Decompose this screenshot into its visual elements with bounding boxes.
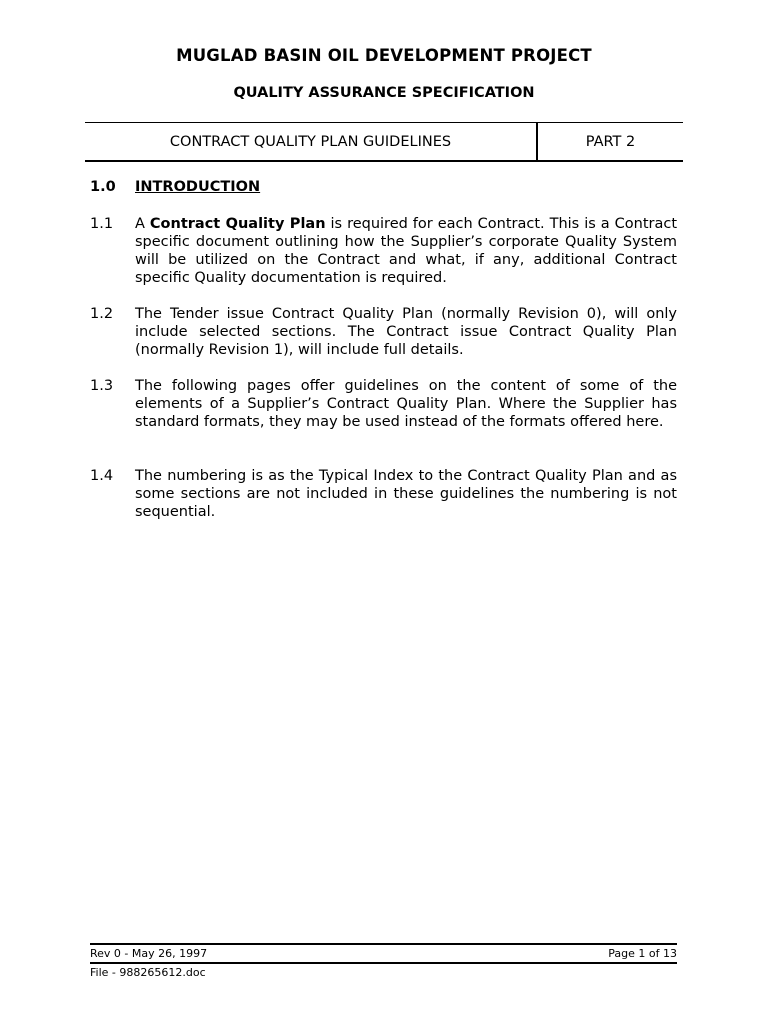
paragraph-number: 1.2 <box>90 306 114 322</box>
footer-page-number: Page 1 of 13 <box>608 947 677 960</box>
page-subtitle: QUALITY ASSURANCE SPECIFICATION <box>233 85 535 101</box>
section-number: 1.0 <box>90 179 116 195</box>
header-table <box>85 122 683 162</box>
paragraph-rest: is required for each Contract. This is a Contract specific document outlining how the Supplier’s corporate Quality System will be utilized on the Contract and what, if any, additional Contract specific Quality documentation is required. <box>135 216 678 286</box>
paragraph-body: The Tender issue Contract Quality Plan (normally Revision 0), will only include selected sections. The Contract issue Contract Quality Plan (normally Revision 1), will include full details. <box>135 306 677 358</box>
page-footer <box>90 943 677 980</box>
paragraph-body: The numbering is as the Typical Index to the Contract Quality Plan and as some sections are not included in these guidelines the numbering is not sequential. <box>135 468 677 520</box>
header-part-cell: PART 2 <box>585 133 636 150</box>
paragraph-1-3 <box>90 377 677 431</box>
section-heading <box>90 179 260 195</box>
paragraph-body: The following pages offer guidelines on the content of some of the elements of a Supplier’s Contract Quality Plan. Where the Supplier has standard formats, they may be used instead of the formats offered here. <box>135 378 677 430</box>
paragraph-bold-term: Contract Quality Plan <box>149 216 326 232</box>
footer-row <box>90 945 677 962</box>
paragraph-1-2 <box>90 305 677 359</box>
section-title: INTRODUCTION <box>135 179 261 195</box>
paragraph-lead: A <box>135 216 150 232</box>
paragraph-number: 1.4 <box>90 468 114 484</box>
paragraph-number: 1.1 <box>90 216 114 232</box>
header-title-cell: CONTRACT QUALITY PLAN GUIDELINES <box>85 123 538 160</box>
paragraph-1-1 <box>90 215 677 287</box>
paragraph-number: 1.3 <box>90 378 114 394</box>
footer-revision: Rev 0 - May 26, 1997 <box>90 947 208 960</box>
paragraph-body <box>135 215 677 287</box>
footer-file: File - 988265612.doc <box>90 965 206 979</box>
paragraph-1-4 <box>90 467 677 521</box>
page-title: MUGLAD BASIN OIL DEVELOPMENT PROJECT <box>176 46 592 65</box>
